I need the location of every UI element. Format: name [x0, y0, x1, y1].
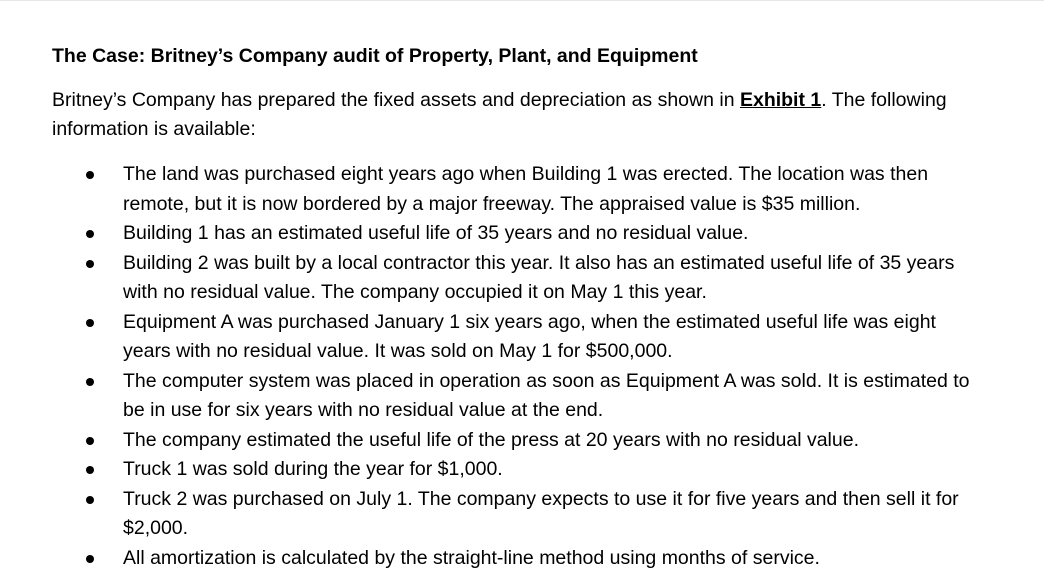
bullet-icon [86, 378, 94, 386]
list-item-text: Truck 1 was sold during the year for $1,000. [123, 458, 503, 480]
list-item-press [52, 426, 983, 456]
list-item-land [52, 160, 983, 219]
list-item-building-2 [52, 249, 983, 308]
list-item-equipment-a [52, 308, 983, 367]
top-divider [0, 0, 1044, 1]
list-item-text: Equipment A was purchased January 1 six years ago, when the estimated useful life was eight years with no residual value. It was sold on May 1 for $500,000. [123, 310, 936, 362]
document-body [52, 42, 1032, 573]
bullet-icon [86, 496, 94, 504]
bullet-icon [86, 171, 94, 179]
list-item-text: Building 1 has an estimated useful life of 35 years and no residual value. [123, 222, 749, 244]
bullet-icon [86, 466, 94, 474]
list-item-building-1 [52, 219, 983, 249]
bullet-icon [86, 437, 94, 445]
list-item-text: Building 2 was built by a local contractor this year. It also has an estimated useful life of 35 years with no residual value. The company occupied it on May 1 this year. [123, 251, 955, 303]
intro-text-start: Britney’s Company has prepared the fixed assets and depreciation as shown in [52, 89, 740, 111]
information-list [52, 160, 1032, 573]
intro-paragraph [52, 86, 982, 144]
intro-text-end: . The following information is available: [52, 89, 947, 140]
list-item-text: The computer system was placed in operation as soon as Equipment A was sold. It is estimated to be in use for six years with no residual value at the end. [123, 369, 970, 421]
list-item-truck-1 [52, 455, 983, 485]
list-item-text: Truck 2 was purchased on July 1. The company expects to use it for five years and then sell it for $2,000. [123, 487, 959, 539]
list-item-truck-2 [52, 485, 983, 544]
bullet-icon [86, 555, 94, 563]
bullet-icon [86, 230, 94, 238]
list-item-computer-system [52, 367, 983, 426]
list-item-text: The land was purchased eight years ago when Building 1 was erected. The location was then remote, but it is now bordered by a major freeway. The appraised value is $35 million. [123, 163, 929, 215]
list-item-text: All amortization is calculated by the straight-line method using months of service. [123, 546, 820, 569]
list-item-amortization [52, 544, 983, 574]
exhibit-1-link[interactable]: Exhibit 1 [739, 89, 822, 111]
list-item-text: The company estimated the useful life of the press at 20 years with no residual value. [123, 428, 859, 451]
bullet-icon [86, 260, 94, 268]
bullet-icon [86, 319, 94, 327]
case-title: The Case: Britney’s Company audit of Property, Plant, and Equipment [52, 45, 698, 67]
